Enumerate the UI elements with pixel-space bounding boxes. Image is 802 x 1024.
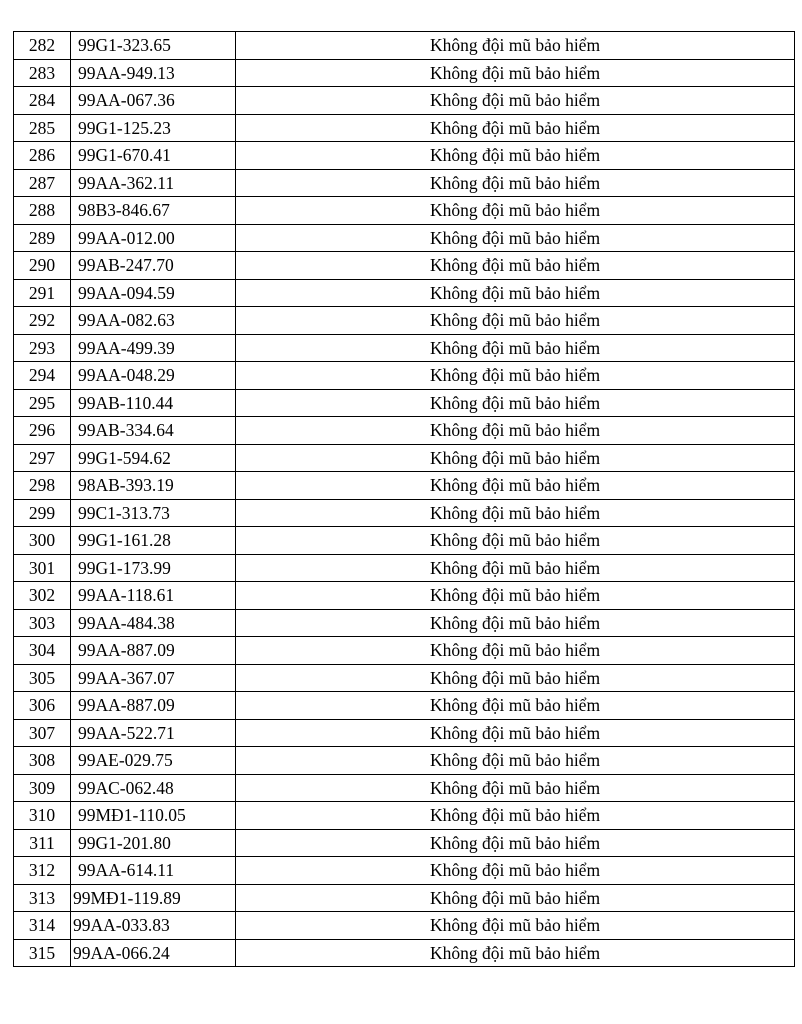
violation-cell: Không đội mũ bảo hiểm <box>236 362 795 390</box>
row-number-cell: 284 <box>14 87 71 115</box>
row-number-cell: 304 <box>14 637 71 665</box>
row-number-cell: 296 <box>14 417 71 445</box>
license-plate-cell: 99AA-484.38 <box>71 609 236 637</box>
violation-cell: Không đội mũ bảo hiểm <box>236 747 795 775</box>
license-plate-cell: 99MĐ1-110.05 <box>71 802 236 830</box>
row-number-cell: 307 <box>14 719 71 747</box>
license-plate-cell: 99AA-367.07 <box>71 664 236 692</box>
table-row <box>14 582 795 610</box>
license-plate-cell: 99AA-067.36 <box>71 87 236 115</box>
table-row <box>14 252 795 280</box>
license-plate-cell: 99AE-029.75 <box>71 747 236 775</box>
table-row <box>14 279 795 307</box>
violation-cell: Không đội mũ bảo hiểm <box>236 417 795 445</box>
table-row <box>14 829 795 857</box>
violation-table <box>13 31 795 967</box>
table-row <box>14 637 795 665</box>
license-plate-cell: 99AB-110.44 <box>71 389 236 417</box>
row-number-cell: 283 <box>14 59 71 87</box>
table-row <box>14 802 795 830</box>
violation-cell: Không đội mũ bảo hiểm <box>236 279 795 307</box>
violation-cell: Không đội mũ bảo hiểm <box>236 554 795 582</box>
violation-table-body <box>14 32 795 967</box>
violation-cell: Không đội mũ bảo hiểm <box>236 499 795 527</box>
license-plate-cell: 99G1-323.65 <box>71 32 236 60</box>
row-number-cell: 288 <box>14 197 71 225</box>
license-plate-cell: 99AA-887.09 <box>71 637 236 665</box>
table-row <box>14 59 795 87</box>
violation-cell: Không đội mũ bảo hiểm <box>236 637 795 665</box>
row-number-cell: 298 <box>14 472 71 500</box>
table-row <box>14 747 795 775</box>
license-plate-cell: 99AA-082.63 <box>71 307 236 335</box>
table-row <box>14 664 795 692</box>
violation-cell: Không đội mũ bảo hiểm <box>236 802 795 830</box>
table-row <box>14 224 795 252</box>
violation-cell: Không đội mũ bảo hiểm <box>236 719 795 747</box>
row-number-cell: 289 <box>14 224 71 252</box>
license-plate-cell: 99AB-334.64 <box>71 417 236 445</box>
row-number-cell: 299 <box>14 499 71 527</box>
license-plate-cell: 99AC-062.48 <box>71 774 236 802</box>
table-row <box>14 527 795 555</box>
violation-cell: Không đội mũ bảo hiểm <box>236 252 795 280</box>
table-row <box>14 719 795 747</box>
row-number-cell: 309 <box>14 774 71 802</box>
row-number-cell: 282 <box>14 32 71 60</box>
violation-cell: Không đội mũ bảo hiểm <box>236 444 795 472</box>
violation-cell: Không đội mũ bảo hiểm <box>236 857 795 885</box>
license-plate-cell: 99AA-499.39 <box>71 334 236 362</box>
table-row <box>14 912 795 940</box>
license-plate-cell: 99AA-118.61 <box>71 582 236 610</box>
violation-cell: Không đội mũ bảo hiểm <box>236 582 795 610</box>
license-plate-cell: 99AA-362.11 <box>71 169 236 197</box>
violation-cell: Không đội mũ bảo hiểm <box>236 884 795 912</box>
violation-cell: Không đội mũ bảo hiểm <box>236 939 795 967</box>
row-number-cell: 302 <box>14 582 71 610</box>
table-row <box>14 472 795 500</box>
violation-cell: Không đội mũ bảo hiểm <box>236 169 795 197</box>
table-row <box>14 444 795 472</box>
license-plate-cell: 99AA-066.24 <box>71 939 236 967</box>
violation-cell: Không đội mũ bảo hiểm <box>236 224 795 252</box>
violation-cell: Không đội mũ bảo hiểm <box>236 87 795 115</box>
license-plate-cell: 99AA-887.09 <box>71 692 236 720</box>
row-number-cell: 295 <box>14 389 71 417</box>
table-row <box>14 554 795 582</box>
table-row <box>14 774 795 802</box>
row-number-cell: 300 <box>14 527 71 555</box>
violation-cell: Không đội mũ bảo hiểm <box>236 664 795 692</box>
violation-cell: Không đội mũ bảo hiểm <box>236 527 795 555</box>
violation-cell: Không đội mũ bảo hiểm <box>236 472 795 500</box>
row-number-cell: 314 <box>14 912 71 940</box>
row-number-cell: 310 <box>14 802 71 830</box>
violation-cell: Không đội mũ bảo hiểm <box>236 197 795 225</box>
table-row <box>14 417 795 445</box>
table-row <box>14 142 795 170</box>
table-row <box>14 609 795 637</box>
row-number-cell: 294 <box>14 362 71 390</box>
row-number-cell: 315 <box>14 939 71 967</box>
table-row <box>14 857 795 885</box>
violation-table-page <box>13 31 794 967</box>
violation-cell: Không đội mũ bảo hiểm <box>236 389 795 417</box>
table-row <box>14 87 795 115</box>
row-number-cell: 292 <box>14 307 71 335</box>
license-plate-cell: 99AA-094.59 <box>71 279 236 307</box>
table-row <box>14 884 795 912</box>
violation-cell: Không đội mũ bảo hiểm <box>236 829 795 857</box>
row-number-cell: 297 <box>14 444 71 472</box>
table-row <box>14 939 795 967</box>
license-plate-cell: 99AA-949.13 <box>71 59 236 87</box>
table-row <box>14 692 795 720</box>
license-plate-cell: 99C1-313.73 <box>71 499 236 527</box>
table-row <box>14 114 795 142</box>
table-row <box>14 334 795 362</box>
row-number-cell: 312 <box>14 857 71 885</box>
table-row <box>14 362 795 390</box>
violation-cell: Không đội mũ bảo hiểm <box>236 912 795 940</box>
license-plate-cell: 99AA-012.00 <box>71 224 236 252</box>
row-number-cell: 311 <box>14 829 71 857</box>
license-plate-cell: 98B3-846.67 <box>71 197 236 225</box>
license-plate-cell: 99G1-125.23 <box>71 114 236 142</box>
row-number-cell: 306 <box>14 692 71 720</box>
table-row <box>14 169 795 197</box>
violation-cell: Không đội mũ bảo hiểm <box>236 114 795 142</box>
row-number-cell: 286 <box>14 142 71 170</box>
table-row <box>14 389 795 417</box>
license-plate-cell: 99AA-048.29 <box>71 362 236 390</box>
table-row <box>14 499 795 527</box>
row-number-cell: 290 <box>14 252 71 280</box>
row-number-cell: 293 <box>14 334 71 362</box>
table-row <box>14 197 795 225</box>
violation-cell: Không đội mũ bảo hiểm <box>236 59 795 87</box>
violation-cell: Không đội mũ bảo hiểm <box>236 307 795 335</box>
license-plate-cell: 99AA-614.11 <box>71 857 236 885</box>
table-row <box>14 32 795 60</box>
license-plate-cell: 99G1-594.62 <box>71 444 236 472</box>
violation-cell: Không đội mũ bảo hiểm <box>236 609 795 637</box>
license-plate-cell: 99G1-670.41 <box>71 142 236 170</box>
license-plate-cell: 99MĐ1-119.89 <box>71 884 236 912</box>
violation-cell: Không đội mũ bảo hiểm <box>236 692 795 720</box>
violation-cell: Không đội mũ bảo hiểm <box>236 334 795 362</box>
row-number-cell: 287 <box>14 169 71 197</box>
license-plate-cell: 98AB-393.19 <box>71 472 236 500</box>
violation-cell: Không đội mũ bảo hiểm <box>236 774 795 802</box>
violation-cell: Không đội mũ bảo hiểm <box>236 32 795 60</box>
row-number-cell: 308 <box>14 747 71 775</box>
license-plate-cell: 99AB-247.70 <box>71 252 236 280</box>
row-number-cell: 303 <box>14 609 71 637</box>
row-number-cell: 305 <box>14 664 71 692</box>
license-plate-cell: 99G1-201.80 <box>71 829 236 857</box>
license-plate-cell: 99G1-161.28 <box>71 527 236 555</box>
license-plate-cell: 99G1-173.99 <box>71 554 236 582</box>
violation-cell: Không đội mũ bảo hiểm <box>236 142 795 170</box>
row-number-cell: 313 <box>14 884 71 912</box>
license-plate-cell: 99AA-522.71 <box>71 719 236 747</box>
row-number-cell: 285 <box>14 114 71 142</box>
table-row <box>14 307 795 335</box>
row-number-cell: 301 <box>14 554 71 582</box>
license-plate-cell: 99AA-033.83 <box>71 912 236 940</box>
row-number-cell: 291 <box>14 279 71 307</box>
